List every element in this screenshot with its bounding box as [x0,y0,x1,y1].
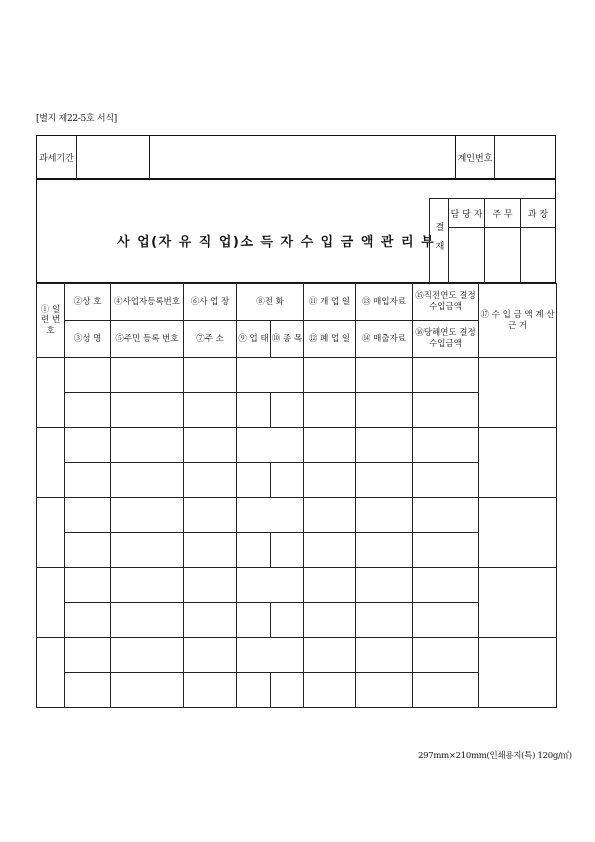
sign-box-1[interactable] [449,228,485,282]
page-title: 사 업(자 유 직 업)소 득 자 수 입 금 액 관 리 부 [117,235,436,250]
approval-label: 결재 [429,198,449,282]
col-prev-income-header: ⑮직전연도 결정수입금액 [413,284,479,321]
col-workplace-header: ⑥사 업 장 [184,284,237,321]
sign-box-2[interactable] [485,228,521,282]
col-business-type-header: ⑨ 업 태 [237,321,271,358]
approver-1: 담 당 자 [449,198,485,228]
record-calc-basis[interactable] [479,638,557,708]
record-serial[interactable] [37,428,65,498]
col-curr-income-header: ⑯당해연도 결정수입금액 [413,321,479,358]
col-item-header: ⑩ 종 목 [271,321,304,358]
col-close-date-header: ⑫ 폐 업 일 [304,321,356,358]
col-trade-name-header: ②상 호 [65,284,111,321]
record-calc-basis[interactable] [479,428,557,498]
record-serial[interactable] [37,568,65,638]
account-value[interactable] [495,136,555,178]
record-serial[interactable] [37,498,65,568]
col-resident-reg-header: ⑤주민 등록 번호 [111,321,184,358]
approver-3: 과 장 [521,198,555,228]
record-calc-basis[interactable] [479,358,557,428]
col-name-header: ③성 명 [65,321,111,358]
col-purchase-header: ⑬ 매입자료 [356,284,413,321]
record-serial[interactable] [37,358,65,428]
paper-spec-footer: 297mm×210mm(인쇄용지(특) 120g/㎡) [418,751,572,761]
col-phone-header: ⑧전 화 [237,284,304,321]
col-sales-header: ⑭ 매출자료 [356,321,413,358]
form-number-label: [별지 제22-5호 서식] [36,114,117,124]
sign-box-3[interactable] [521,228,555,282]
income-register-table [36,283,557,708]
record-serial[interactable] [37,638,65,708]
header-block [36,135,556,283]
record-calc-basis[interactable] [479,498,557,568]
period-value[interactable] [77,136,150,178]
account-label: 계인번호 [455,136,495,178]
col-business-reg-header: ④사업자등록번호 [111,284,184,321]
approver-2: 주 무 [485,198,521,228]
col-serial-header: ① 일 련 번 호 [37,284,65,358]
col-address-header: ⑦주 소 [184,321,237,358]
period-label: 과세기간 [37,136,77,178]
record-calc-basis[interactable] [479,568,557,638]
col-calc-basis-header: ⑰ 수 입 금 액 계 산 근 거 [479,284,557,358]
col-open-date-header: ⑪ 개 업 일 [304,284,356,321]
